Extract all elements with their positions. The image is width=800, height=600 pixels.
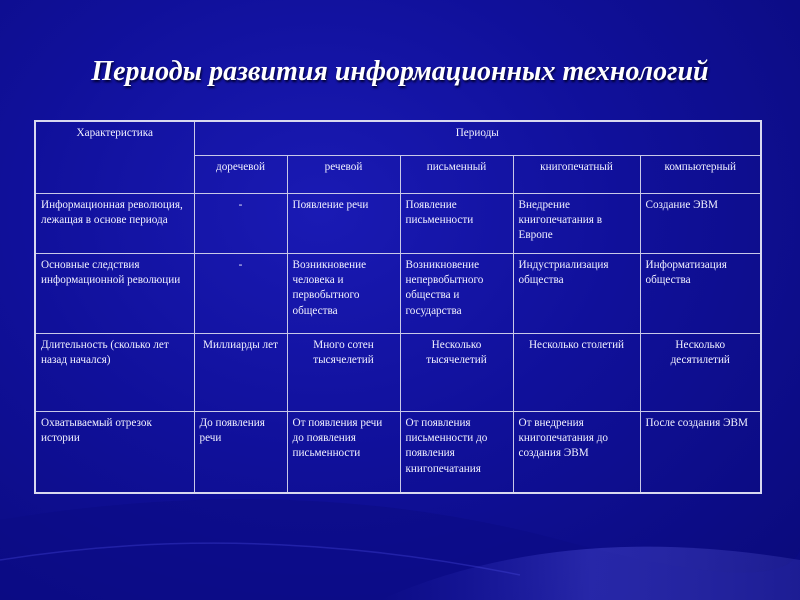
- table-cell: Появление письменности: [400, 193, 513, 253]
- periods-table: [34, 120, 762, 494]
- period-written: письменный: [400, 155, 513, 193]
- period-computer: компьютерный: [640, 155, 761, 193]
- table-cell: От появления письменности до появления книгопечатания: [400, 411, 513, 493]
- page-title: Периоды развития информационных технологий: [91, 56, 709, 87]
- table-cell: -: [194, 193, 287, 253]
- table-cell: Много сотен тысячелетий: [287, 333, 400, 411]
- table-cell: Миллиарды лет: [194, 333, 287, 411]
- table-cell: От появления речи до появления письменности: [287, 411, 400, 493]
- table-row: [35, 411, 761, 493]
- table-cell: Создание ЭВМ: [640, 193, 761, 253]
- table-cell: Информатизация общества: [640, 253, 761, 333]
- table-cell: Возникновение человека и первобытного общества: [287, 253, 400, 333]
- row-label: Информационная революция, лежащая в основе периода: [35, 193, 194, 253]
- row-label: Основные следствия информационной революции: [35, 253, 194, 333]
- period-prespeech: доречевой: [194, 155, 287, 193]
- header-row: [35, 121, 761, 155]
- row-label: Длительность (сколько лет назад начался): [35, 333, 194, 411]
- table-cell: Индустриализация общества: [513, 253, 640, 333]
- table-cell: Внедрение книгопечатания в Европе: [513, 193, 640, 253]
- table-cell: Возникновение непервобытного общества и государства: [400, 253, 513, 333]
- table-cell: После создания ЭВМ: [640, 411, 761, 493]
- table-cell: Несколько десятилетий: [640, 333, 761, 411]
- header-periods: Периоды: [194, 121, 761, 155]
- table-cell: Несколько столетий: [513, 333, 640, 411]
- period-speech: речевой: [287, 155, 400, 193]
- period-print: книгопечатный: [513, 155, 640, 193]
- table-cell: До появления речи: [194, 411, 287, 493]
- row-label: Охватываемый отрезок истории: [35, 411, 194, 493]
- table-cell: От внедрения книгопечатания до создания ЭВМ: [513, 411, 640, 493]
- header-characteristic: Характеристика: [35, 121, 194, 193]
- table-row: [35, 253, 761, 333]
- table-cell: Несколько тысячелетий: [400, 333, 513, 411]
- table-cell: Появление речи: [287, 193, 400, 253]
- table-cell: -: [194, 253, 287, 333]
- table-row: [35, 333, 761, 411]
- table-row: [35, 193, 761, 253]
